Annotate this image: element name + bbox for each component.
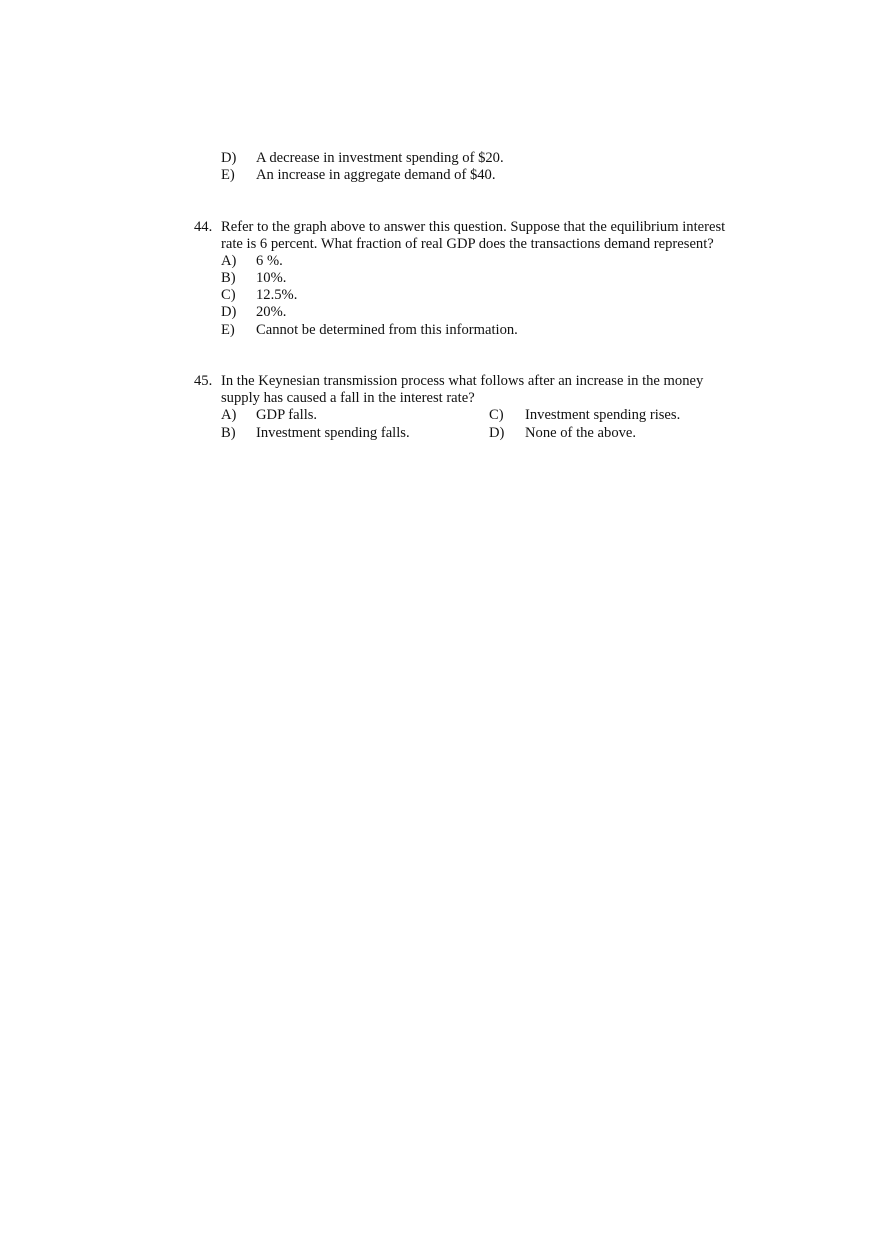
question-text-line: Refer to the graph above to answer this question. Suppose that the equilibrium interest (221, 219, 726, 235)
option-letter: E) (221, 322, 235, 338)
option-text: None of the above. (525, 425, 637, 441)
question-number: 44. (194, 219, 213, 235)
option-letter: D) (489, 425, 505, 441)
option-text: Investment spending rises. (525, 407, 681, 423)
option-letter: B) (221, 270, 236, 286)
option-text: 20%. (256, 304, 287, 320)
option-letter: C) (489, 407, 504, 423)
question-text-line: supply has caused a fall in the interest rate? (221, 390, 475, 406)
option-text: Investment spending falls. (256, 425, 410, 441)
option-letter: E) (221, 167, 235, 183)
option-text: GDP falls. (256, 407, 318, 423)
option-letter: C) (221, 287, 236, 303)
option-letter: B) (221, 425, 236, 441)
option-letter: A) (221, 253, 237, 269)
option-text: 10%. (256, 270, 287, 286)
question-number: 45. (194, 373, 213, 389)
question-text-line: In the Keynesian transmission process what follows after an increase in the money (221, 373, 704, 389)
option-letter: A) (221, 407, 237, 423)
option-text: 6 %. (256, 253, 283, 269)
option-text: A decrease in investment spending of $20. (256, 150, 504, 166)
option-text: Cannot be determined from this information. (256, 322, 518, 338)
option-letter: D) (221, 304, 237, 320)
option-text: 12.5%. (256, 287, 298, 303)
option-letter: D) (221, 150, 237, 166)
question-text-line: rate is 6 percent. What fraction of real GDP does the transactions demand represent? (221, 236, 714, 252)
option-text: An increase in aggregate demand of $40. (256, 167, 496, 183)
